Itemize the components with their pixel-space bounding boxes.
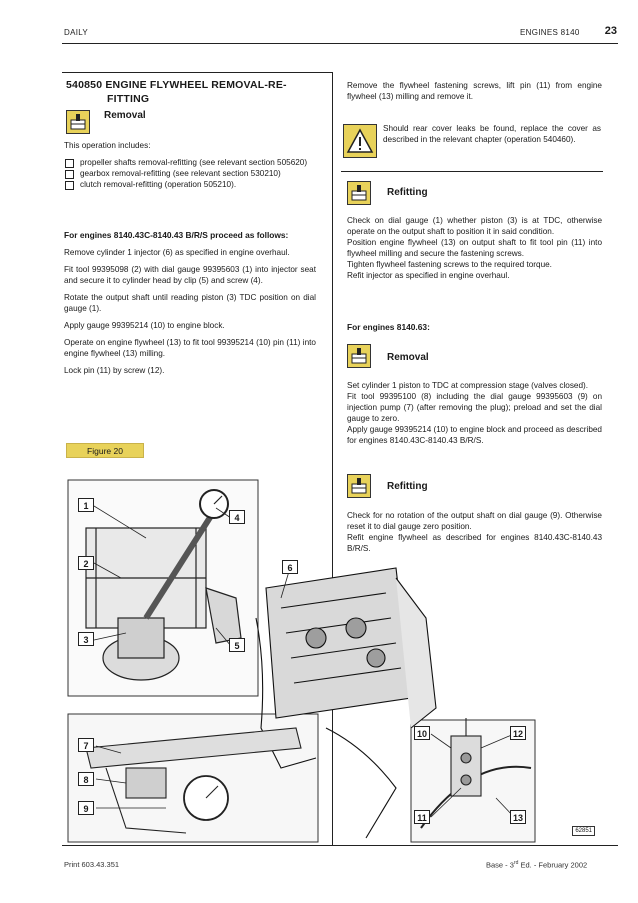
callout-5: 5 bbox=[229, 638, 245, 652]
refitting-heading: Refitting bbox=[387, 187, 428, 198]
running-header-left: DAILY bbox=[64, 28, 89, 37]
callout-12: 12 bbox=[510, 726, 526, 740]
page-number: 23 bbox=[604, 25, 617, 37]
paragraph: Operate on engine flywheel (13) to fit tool 99395214 (10) pin (11) into engine flywheel (13) milling. bbox=[64, 338, 316, 358]
paragraph: Tighten flywheel fastening screws to the required torque. bbox=[347, 260, 552, 269]
removal-heading: Removal bbox=[104, 110, 146, 121]
callout-6: 6 bbox=[282, 560, 298, 574]
left-intro-block bbox=[64, 140, 316, 190]
left-column-top-rule bbox=[62, 72, 332, 73]
refitting-heading-2: Refitting bbox=[387, 481, 428, 492]
paragraph: Lock pin (11) by screw (12). bbox=[64, 366, 165, 375]
footer-right-suffix: Ed. - February 2002 bbox=[518, 860, 588, 870]
warning-triangle-icon bbox=[343, 124, 377, 158]
callout-11: 11 bbox=[414, 810, 430, 824]
warning-box bbox=[341, 121, 603, 163]
footer-right-prefix: Base - 3 bbox=[486, 860, 514, 870]
removal-block-2 bbox=[347, 380, 602, 446]
callout-1: 1 bbox=[78, 498, 94, 512]
section-title-line2: FITTING bbox=[107, 93, 150, 105]
footer-right-sup: rd bbox=[513, 860, 519, 866]
paragraph: Remove cylinder 1 injector (6) as specified in engine overhaul. bbox=[64, 248, 290, 257]
callout-2: 2 bbox=[78, 556, 94, 570]
figure-label: Figure 20 bbox=[66, 443, 144, 458]
operation-list bbox=[64, 157, 316, 190]
callout-4: 4 bbox=[229, 510, 245, 524]
paragraph: Set cylinder 1 piston to TDC at compression stage (valves closed). bbox=[347, 381, 589, 390]
section-title-line1: 540850 ENGINE FLYWHEEL REMOVAL-RE- bbox=[66, 79, 287, 91]
footer-rule bbox=[62, 845, 618, 846]
list-item: gearbox removal-refitting (see relevant section 530210) bbox=[64, 168, 316, 179]
paragraph: Position engine flywheel (13) on output shaft to fit tool pin (11) into flywheel milling and secure the fastening screws. bbox=[347, 238, 602, 258]
paragraph: Apply gauge 99395214 (10) to engine block and proceed as described for engines 8140.43C-8140.43 B/R/S. bbox=[347, 425, 602, 445]
paragraph: Rotate the output shaft until reading piston (3) TDC position on dial gauge (1). bbox=[64, 293, 316, 313]
callout-10: 10 bbox=[414, 726, 430, 740]
refitting-block bbox=[347, 215, 602, 281]
header-rule bbox=[62, 43, 618, 44]
paragraph: Check for no rotation of the output shaft on dial gauge (9). Otherwise reset it to dial gauge zero position. bbox=[347, 511, 602, 531]
engine-drawing bbox=[66, 468, 606, 844]
wrench-box-icon bbox=[66, 110, 90, 134]
footer-left: Print 603.43.351 bbox=[64, 860, 120, 869]
running-header-right: ENGINES 8140 bbox=[520, 28, 580, 37]
paragraph: Fit tool 99395098 (2) with dial gauge 99395603 (1) into injector seat and secure it to cylinder head by clip (5) and screw (4). bbox=[64, 265, 316, 285]
list-item: propeller shafts removal-refitting (see relevant section 505620) bbox=[64, 157, 316, 168]
left-procedure-block bbox=[64, 230, 316, 382]
right-intro-paragraph: Remove the flywheel fastening screws, lift pin (11) from engine flywheel (13) milling and remove it. bbox=[347, 81, 602, 101]
warning-rule bbox=[341, 171, 603, 172]
figure-illustration bbox=[66, 468, 606, 844]
footer-right bbox=[486, 860, 587, 870]
callout-8: 8 bbox=[78, 772, 94, 786]
paragraph: Check on dial gauge (1) whether piston (3) is at TDC, otherwise operate on the output shaft to position it in said condition. bbox=[347, 216, 602, 236]
callout-13: 13 bbox=[510, 810, 526, 824]
section-title bbox=[66, 78, 328, 106]
figure-reference-number: 62851 bbox=[572, 826, 595, 836]
wrench-box-icon bbox=[347, 181, 371, 205]
paragraph: Refit engine flywheel as described for engines 8140.43C-8140.43 B/R/S. bbox=[347, 533, 602, 553]
engines-heading: For engines 8140.43C-8140.43 B/R/S proceed as follows: bbox=[64, 230, 289, 240]
removal-heading-2: Removal bbox=[387, 352, 429, 363]
intro-text: This operation includes: bbox=[64, 141, 151, 150]
wrench-box-icon bbox=[347, 344, 371, 368]
paragraph: Fit tool 99395100 (8) including the dial gauge 99395603 (9) on injection pump (7) (after removing the plug); preload and set the dial gauge to zero. bbox=[347, 392, 602, 423]
engines-8140-63-heading: For engines 8140.63: bbox=[347, 322, 430, 332]
callout-9: 9 bbox=[78, 801, 94, 815]
warning-text: Should rear cover leaks be found, replace the cover as described in the relevant chapter (operation 540460). bbox=[383, 124, 601, 144]
callout-7: 7 bbox=[78, 738, 94, 752]
callout-3: 3 bbox=[78, 632, 94, 646]
paragraph: Apply gauge 99395214 (10) to engine block. bbox=[64, 321, 225, 330]
list-item: clutch removal-refitting (operation 505210). bbox=[64, 179, 316, 190]
paragraph: Refit injector as specified in engine overhaul. bbox=[347, 271, 510, 280]
